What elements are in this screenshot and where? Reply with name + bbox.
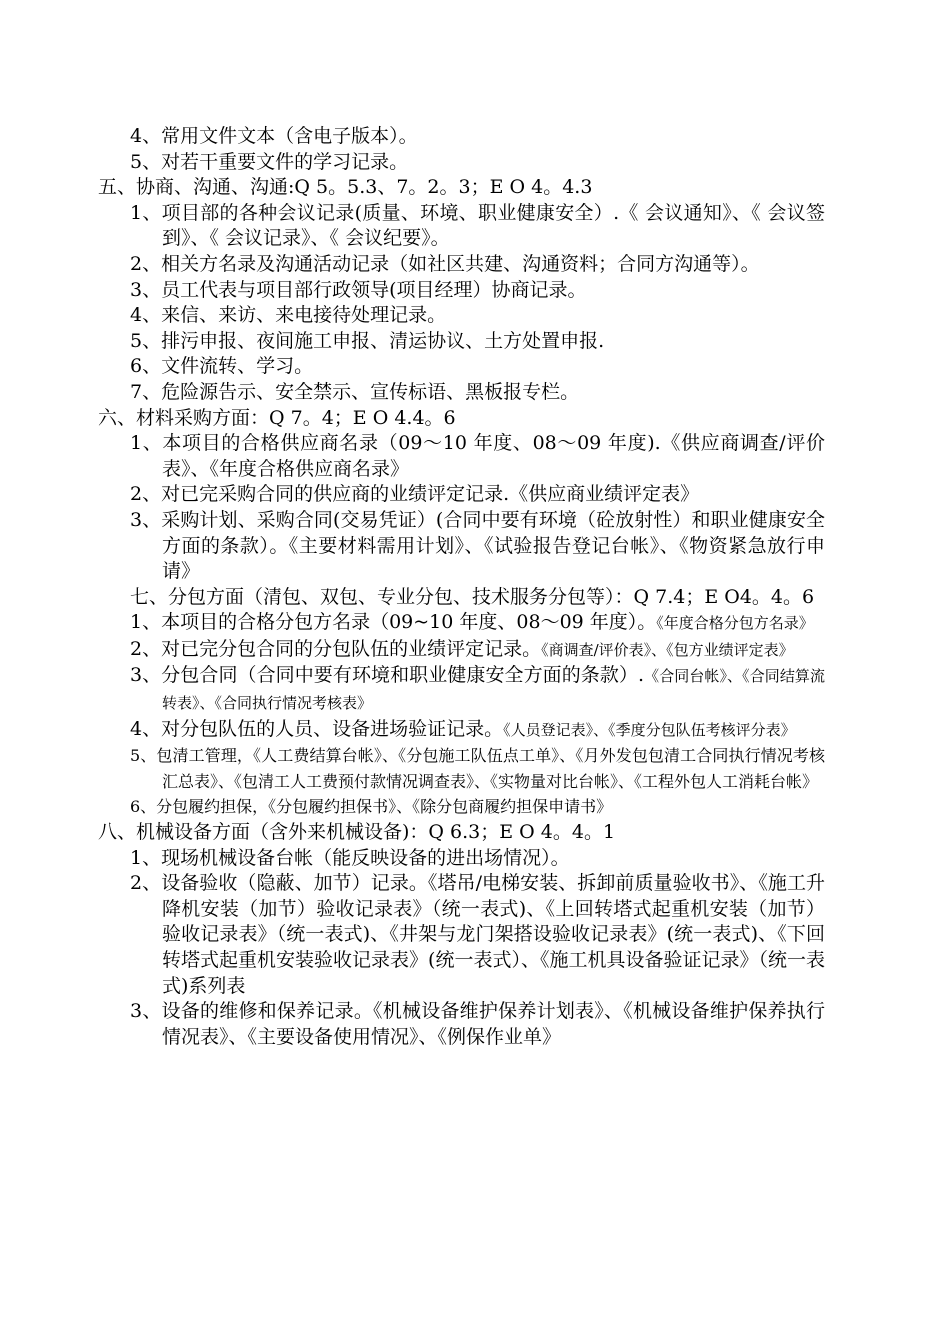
list-item: 3、设备的维修和保养记录。《机械设备维护保养计划表》、《机械设备维护保养执行情况表》、《主要设备使用情况》、《例保作业单》 [130,1000,825,1048]
list-item: 2、设备验收（隐蔽、加节）记录。《塔吊/电梯安装、拆卸前质量验收书》、《施工升降机安装（加节）验收记录表》（统一表式)、《上回转塔式起重机安装（加节）验收记录表》（统一表式)、《井架与龙门架搭设验收记录表》(统一表式)、《下回转塔式起重机安装验收记录表》(统一表式）、《施工机具设备验证记录》（统一表式)系列表 [130,872,825,997]
item-form-names: 《年度合格分包方名录》 [656,614,814,633]
section-heading: 六、材料采购方面：Q 7。4；E O 4.4。6 [98,406,456,429]
section-heading: 五、协商、沟通、沟通:Q 5。5.3、7。2。3；E O 4。4.3 [98,176,593,199]
list-item: 1、现场机械设备台帐（能反映设备的进出场情况）。 [130,846,570,869]
list-item: 1、项目部的各种会议记录(质量、环境、职业健康安全）.《 会议通知》、《 会议签到》、《 会议记录》、《 会议纪要》。 [130,201,825,250]
list-item: 4、来信、来访、来电接待处理记录。 [130,304,447,327]
list-item: 4、常用文件文本（含电子版本）。 [130,125,418,147]
item-text: 3、分包合同（合同中要有环境和职业健康安全方面的条款）. [130,664,645,687]
list-item: 7、危险源告示、安全禁示、宣传标语、黑板报专栏。 [130,380,580,403]
list-item: 3、采购计划、采购合同(交易凭证）(合同中要有环境（砼放射性）和职业健康安全方面的条款）。《主要材料需用计划》、《试验报告登记台帐》、《物资紧急放行申请》 [130,508,825,583]
list-item: 1、本项目的合格供应商名录（09～10 年度、08～09 年度).《供应商调查/评价表》、《年度合格供应商名录》 [130,432,825,480]
list-item: 3、员工代表与项目部行政领导(项目经理）协商记录。 [130,278,587,301]
item-form-names: 《商调查/评价表》、《包方业绩评定表》 [541,640,794,659]
list-item: 2、对已完采购合同的供应商的业绩评定记录.《供应商业绩评定表》 [130,483,700,506]
list-item: 6、文件流转、学习。 [130,355,314,378]
item-text: 2、对已完分包合同的分包队伍的业绩评定记录。 [130,637,542,660]
list-item [130,610,825,637]
section-heading: 七、分包方面（清包、双包、专业分包、技术服务分包等）：Q 7.4；E O4。4。6 [130,585,815,608]
item-form-names: 《人员登记表》、《季度分包队伍考核评分表》 [503,720,796,739]
list-item [130,663,825,716]
item-text: 4、对分包队伍的人员、设备进场验证记录。 [130,717,504,740]
list-item [130,717,825,744]
list-item: 2、相关方名录及沟通活动记录（如社区共建、沟通资料；合同方沟通等）。 [130,252,760,275]
list-item: 5、对若干重要文件的学习记录。 [130,150,409,173]
document-page [98,124,825,1050]
item-form-names: 《合同台帐》、《合同结算流转表》、《合同执行情况考核表》 [162,667,825,713]
list-item: 6、分包履约担保，《分包履约担保书》、《除分包商履约担保申请书》 [130,797,613,817]
list-item [130,637,825,664]
item-text: 1、本项目的合格分包方名录（09~10 年度、08～09 年度）。 [130,611,657,634]
list-item: 5、包清工管理，《人工费结算台帐》、《分包施工队伍点工单》、《月外发包包清工合同执行情况考核汇总表》、《包清工人工费预付款情况调查表》、《实物量对比台帐》、《工程外包人工消耗台帐》 [130,746,825,791]
section-heading: 八、机械设备方面（含外来机械设备)：Q 6.3；E O 4。4。1 [98,821,616,844]
list-item: 5、排污申报、夜间施工申报、清运协议、土方处置申报. [130,329,605,352]
